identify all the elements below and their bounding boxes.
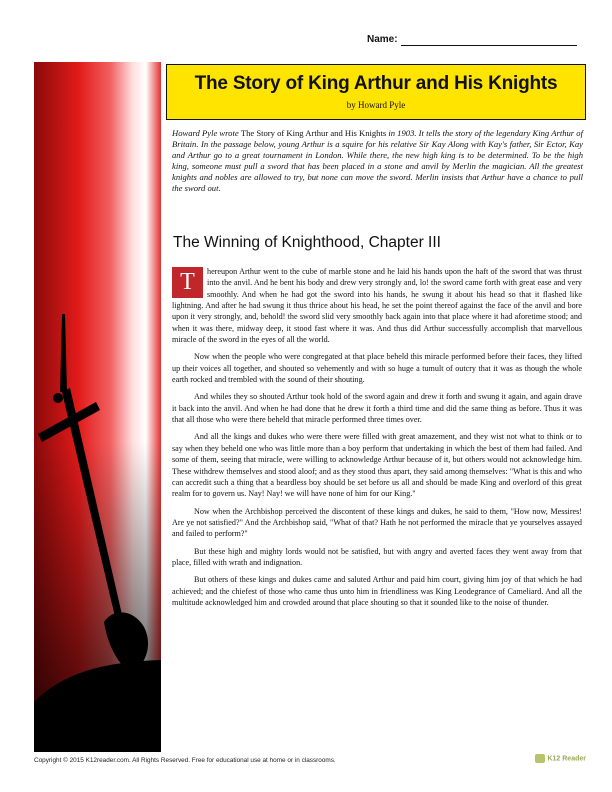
story-text <box>172 266 582 614</box>
story-paragraph: Now when the people who were congregated at that place beheld this miracle performed before their faces, they lifted up their voices all together, and shouted so vehemently and with so huge a tumult of outcry that it was as though the whole earth rocked and trembled with the sound of their shouting. <box>172 352 582 385</box>
intro-book-title: The Story of King Arthur and His Knights <box>240 128 387 138</box>
story-paragraph: And whiles they so shouted Arthur took hold of the sword again and drew it forth and swung it again, and again drave it back into the anvil. And when he had done that he drew it forth a third time and did the same thing as before. Thus it was that all those who were there beheld that miracle performed three times over. <box>172 392 582 425</box>
name-label: Name: <box>367 34 398 45</box>
page-title: The Story of King Arthur and His Knights <box>194 73 558 94</box>
intro-paragraph <box>172 128 583 195</box>
story-paragraph: But these high and mighty lords would not be satisfied, but with angry and averted faces they went away from that place, filled with wrath and indignation. <box>172 546 582 567</box>
name-line[interactable] <box>401 45 577 46</box>
story-paragraph: Now when the Archbishop perceived the discontent of these kings and dukes, he said to them, "How now, Messires! Are ye not satisfied?" And the Archbishop said, "What of that? Hath he not performed the miracle that ye yourselves assayed and failed to perform?" <box>172 506 582 539</box>
brand-logo <box>535 754 586 763</box>
brand-icon <box>535 754 545 763</box>
sword-illustration <box>34 62 161 752</box>
brand-text: K12 Reader <box>547 755 586 763</box>
chapter-heading: The Winning of Knighthood, Chapter III <box>173 234 441 251</box>
copyright-text: Copyright © 2015 K12reader.com. All Rights Reserved. Free for educational use at home or in classrooms. <box>34 757 336 764</box>
story-paragraph: And all the kings and dukes who were there were filled with great amazement, and they wist not what to think or to say when they beheld one who was little more than a boy perform that undertaking in which the best of them had failed. And some of them, seeing that miracle, were willing to acknowledge Arthur because of it, but others would not acknowledge him. These withdrew themselves and stood aloof; and as they stood thus apart, they said among themselves: "What is this and who can accredit such a thing that a beardless boy should be set before us all and should be made King and overlord of this great realm for to govern us. Nay! Nay! we will have none of him for our King." <box>172 432 582 499</box>
name-field[interactable] <box>367 33 587 47</box>
story-paragraph <box>172 266 582 345</box>
intro-text-1: Howard Pyle wrote <box>172 128 241 138</box>
dropcap-letter: T <box>180 269 195 295</box>
footer <box>34 752 586 768</box>
story-paragraph: But others of these kings and dukes came and saluted Arthur and paid him court, giving him joy of that which he had achieved; and the chiefest of those who came thus unto him in friendliness was King Leodegrance of Cameliard. And all the multitude acknowledged him and crowded around that place shouting so that it sounded like to the noise of thunder. <box>172 575 582 607</box>
intro-text-2: in 1903. It tells the story of the legendary King Arthur of Britain. In the passage below, young Arthur is a squire for his relative Sir Kay Along with Kay's father, Sir Ector, Kay and Arthur go to a great tournament in London. While there, the new high king is to be determined. To be the high king, someone must pull a sword that has been placed in a stone and anvil by Merlin the magician. All the greatest knights and nobles are allowed to try, but none can move the sword. Merlin insists that Arthur have a chance to pull the sword out. <box>172 128 583 194</box>
title-banner <box>166 64 586 120</box>
dropcap <box>172 267 203 298</box>
byline: by Howard Pyle <box>346 100 406 110</box>
paragraph-text: hereupon Arthur went to the cube of marble stone and he laid his hands upon the haft of the sword that was thrust into the anvil. And he bent his body and drew very strongly and, lo! the sword came forth with great ease and very smoothly. And when he had got the sword into his hands, he swung it about his head so that it flashed like lightning. And after he had swung it thus thrice about his head, he set the point thereof against the face of the anvil and bore upon it very strongly, and, behold! the sword slid very smoothly back again into that place where it had aforetime stood; and when it was there, midway deep, it stood fast where it was. And thus did Arthur successfully accomplish that marvellous miracle of the sword in the eyes of all the world. <box>172 267 582 345</box>
